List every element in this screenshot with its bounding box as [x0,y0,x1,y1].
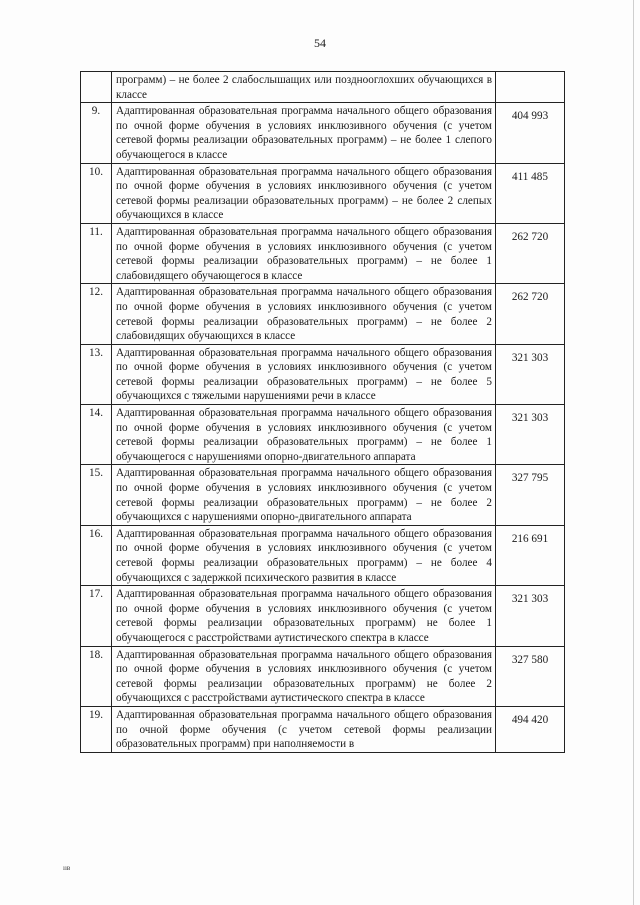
cost-value: 262 720 [496,223,565,283]
table-row [81,284,565,344]
cost-value: 321 303 [496,405,565,465]
table-row [81,163,565,223]
row-number: 14. [81,405,112,465]
cost-value: 262 720 [496,284,565,344]
table-row [81,405,565,465]
program-description: Адаптированная образовательная программа начального общего образования по очной форме обучения в условиях инклюзивного обучения (с учетом сетевой формы реализации образовательных программ) не более 2 обучающихся с расстройствами аутистического спектра в классе [112,646,496,706]
table-row [81,72,565,103]
program-description: Адаптированная образовательная программа начального общего образования по очной форме обучения в условиях инклюзивного обучения (с учетом сетевой формы реализации образовательных программ) – не более 2 обучающихся с нарушениями опорно-двигательного аппарата [112,465,496,525]
table-row [81,525,565,585]
program-description: Адаптированная образовательная программа начального общего образования по очной форме обучения в условиях инклюзивного обучения (с учетом сетевой формы реализации образовательных программ) не более 1 обучающегося с расстройствами аутистического спектра в классе [112,586,496,646]
row-number: 15. [81,465,112,525]
cost-value: 327 795 [496,465,565,525]
row-number: 9. [81,103,112,163]
row-number: 11. [81,223,112,283]
table-row [81,465,565,525]
tariff-table [80,71,565,753]
table-row [81,646,565,706]
program-description: Адаптированная образовательная программа начального общего образования по очной форме обучения в условиях инклюзивного обучения (с учетом сетевой формы реализации образовательных программ) – не более 1 обучающегося с нарушениями опорно-двигательного аппарата [112,405,496,465]
cost-value: 327 580 [496,646,565,706]
scan-footer-mark: ııв [63,864,71,872]
row-number: 10. [81,163,112,223]
table-body [81,72,565,753]
table-row [81,344,565,404]
cost-value [496,72,565,103]
program-description: Адаптированная образовательная программа начального общего образования по очной форме обучения в условиях инклюзивного обучения (с учетом сетевой формы реализации образовательных программ) – не более 2 слабовидящих обучающихся в классе [112,284,496,344]
program-description: Адаптированная образовательная программа начального общего образования по очной форме обучения в условиях инклюзивного обучения (с учетом сетевой формы реализации образовательных программ) – не более 1 слабовидящего обучающегося в классе [112,223,496,283]
cost-value: 321 303 [496,586,565,646]
program-description: Адаптированная образовательная программа начального общего образования по очной форме обучения в условиях инклюзивного обучения (с учетом сетевой формы реализации образовательных программ) – не более 1 слепого обучающегося в классе [112,103,496,163]
row-number: 19. [81,706,112,752]
row-number: 12. [81,284,112,344]
row-number: 16. [81,525,112,585]
cost-value: 404 993 [496,103,565,163]
program-description: Адаптированная образовательная программа начального общего образования по очной форме обучения в условиях инклюзивного обучения (с учетом сетевой формы реализации образовательных программ) – не более 5 обучающихся с тяжелыми нарушениями речи в классе [112,344,496,404]
row-number: 18. [81,646,112,706]
cost-value: 216 691 [496,525,565,585]
program-description: программ) – не более 2 слабослышащих или позднооглохших обучающихся в классе [112,72,496,103]
table-row [81,706,565,752]
row-number [81,72,112,103]
scan-edge-line [633,0,634,905]
table-row [81,586,565,646]
page-number: 54 [314,36,326,50]
cost-value: 494 420 [496,706,565,752]
row-number: 13. [81,344,112,404]
program-description: Адаптированная образовательная программа начального общего образования по очной форме обучения в условиях инклюзивного обучения (с учетом сетевой формы реализации образовательных программ) – не более 2 слепых обучающихся в классе [112,163,496,223]
row-number: 17. [81,586,112,646]
cost-value: 321 303 [496,344,565,404]
program-description: Адаптированная образовательная программа начального общего образования по очной форме обучения в условиях инклюзивного обучения (с учетом сетевой формы реализации образовательных программ) – не более 4 обучающихся с задержкой психического развития в классе [112,525,496,585]
program-description: Адаптированная образовательная программа начального общего образования по очной форме обучения (с учетом сетевой формы реализации образовательных программ) при наполняемости в [112,706,496,752]
cost-value: 411 485 [496,163,565,223]
table-row [81,223,565,283]
table-row [81,103,565,163]
